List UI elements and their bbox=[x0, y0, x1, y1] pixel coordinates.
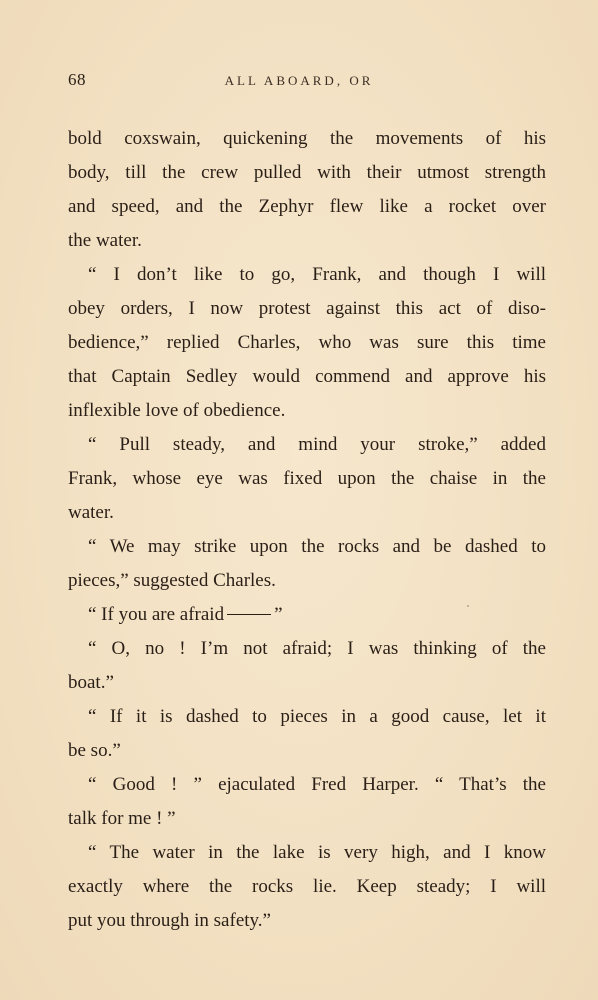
text-line: bedience,” replied Charles, who was sure this time bbox=[68, 332, 546, 353]
text-line: bold coxswain, quickening the movements of his bbox=[68, 128, 546, 149]
text-line: obey orders, I now protest against this act of diso- bbox=[68, 298, 546, 319]
em-dash-rule bbox=[227, 614, 271, 615]
text-line: “ If it is dashed to pieces in a good cause, let it bbox=[88, 706, 546, 727]
text-line: put you through in safety.” bbox=[68, 910, 271, 931]
text-line: body, till the crew pulled with their utmost strength bbox=[68, 162, 546, 183]
page-number: 68 bbox=[68, 70, 86, 89]
text-line: talk for me ! ” bbox=[68, 808, 176, 829]
closing-quote: ” bbox=[274, 604, 283, 625]
text-line: “ Pull steady, and mind your stroke,” added bbox=[88, 434, 546, 455]
text-line: be so.” bbox=[68, 740, 121, 761]
text-line: pieces,” suggested Charles. bbox=[68, 570, 276, 591]
text-line: inflexible love of obedience. bbox=[68, 400, 286, 421]
text-line-start: “ If you are afraid bbox=[88, 604, 225, 625]
text-line: “ I don’t like to go, Frank, and though I will bbox=[88, 264, 546, 285]
text-line-with-dash bbox=[68, 598, 546, 632]
text-line: that Captain Sedley would commend and approve his bbox=[68, 366, 546, 387]
text-line: Frank, whose eye was fixed upon the chaise in the bbox=[68, 468, 546, 489]
text-line: “ The water in the lake is very high, and I know bbox=[88, 842, 546, 863]
text-line: boat.” bbox=[68, 672, 114, 693]
running-head: ALL ABOARD, OR bbox=[224, 73, 374, 88]
text-line: exactly where the rocks lie. Keep steady; I will bbox=[68, 876, 546, 897]
text-line: “ O, no ! I’m not afraid; I was thinking of the bbox=[88, 638, 546, 659]
text-line: “ We may strike upon the rocks and be dashed to bbox=[88, 536, 546, 557]
page-header bbox=[0, 70, 598, 94]
text-line: the water. bbox=[68, 230, 142, 251]
text-line: “ Good ! ” ejaculated Fred Harper. “ That’s the bbox=[88, 774, 546, 795]
text-line: water. bbox=[68, 502, 114, 523]
body-text bbox=[68, 122, 546, 938]
text-line: and speed, and the Zephyr flew like a rocket over bbox=[68, 196, 546, 217]
paper-speck bbox=[467, 605, 469, 607]
